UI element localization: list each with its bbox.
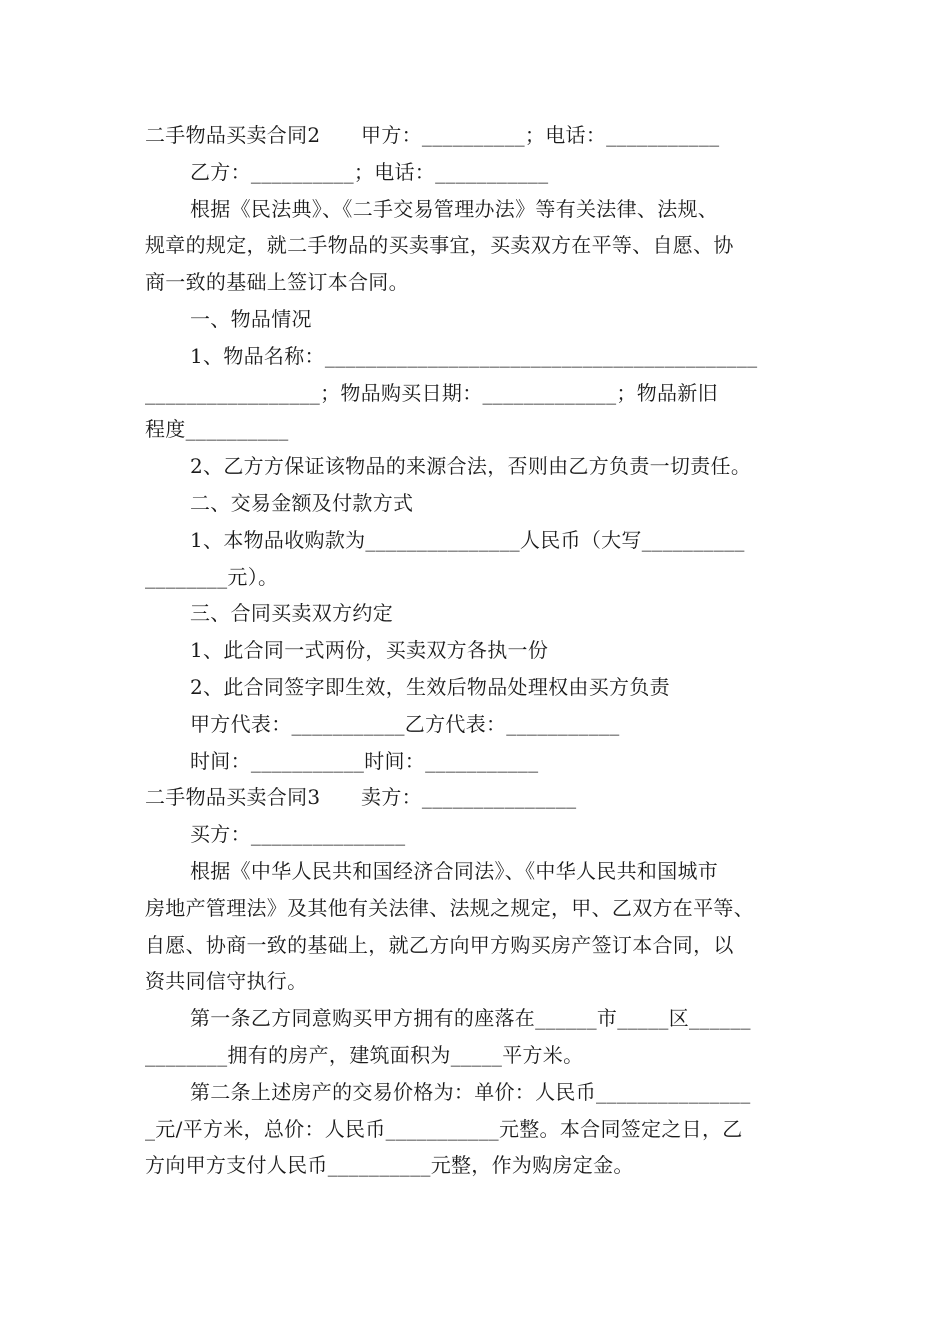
document-line: 2、乙方方保证该物品的来源合法，否则由乙方负责一切责任。 — [190, 454, 752, 479]
document-line: 二手物品买卖合同3 卖方：_______________ — [145, 785, 577, 810]
document-line: 二手物品买卖合同2 甲方：__________；电话：___________ — [145, 123, 720, 147]
document-line: _元/平方米，总价：人民币___________元整。本合同签定之日，乙 — [145, 1116, 743, 1141]
document-line: 1、此合同一式两份，买卖双方各执一份 — [190, 638, 549, 663]
document-line: 房地产管理法》及其他有关法律、法规之规定，甲、乙双方在平等、 — [145, 895, 754, 920]
document-line: ________拥有的房产，建筑面积为_____平方米。 — [145, 1043, 584, 1067]
document-line: 根据《民法典》、《二手交易管理办法》等有关法律、法规、 — [190, 196, 719, 221]
document-line: 1、本物品收购款为_______________人民币（大写__________ — [190, 527, 745, 552]
document-line: 规章的规定，就二手物品的买卖事宜，买卖双方在平等、自愿、协 — [145, 233, 734, 258]
document-line: 1、物品名称：__________________________________________ — [190, 343, 758, 368]
document-line: 三、合同买卖双方约定 — [190, 601, 393, 626]
document-line: 二、交易金额及付款方式 — [190, 491, 414, 515]
document-line: 时间：___________时间：___________ — [190, 748, 539, 773]
document-line: 资共同信守执行。 — [145, 969, 308, 994]
document-line: 第二条上述房产的交易价格为：单价：人民币_______________ — [190, 1079, 751, 1104]
document-line: 程度__________ — [145, 417, 289, 442]
document-line: 买方：_______________ — [190, 822, 406, 847]
document-line: 方向甲方支付人民币__________元整，作为购房定金。 — [145, 1153, 634, 1178]
document-line: _________________；物品购买日期：_____________；物品新旧 — [145, 380, 718, 405]
document-line: 商一致的基础上签订本合同。 — [145, 270, 409, 295]
document-line: 第一条乙方同意购买甲方拥有的座落在______市_____区______ — [190, 1006, 751, 1031]
document-line: 一、物品情况 — [190, 307, 312, 331]
document-line: 甲方代表：___________乙方代表：___________ — [190, 711, 620, 736]
document-line: 乙方：__________；电话：___________ — [190, 159, 549, 184]
document-line: 自愿、协商一致的基础上，就乙方向甲方购买房产签订本合同，以 — [145, 932, 734, 957]
document-line: 根据《中华人民共和国经济合同法》、《中华人民共和国城市 — [190, 859, 719, 883]
document-line: ________元）。 — [145, 564, 279, 589]
document-line: 2、此合同签字即生效，生效后物品处理权由买方负责 — [190, 675, 670, 699]
